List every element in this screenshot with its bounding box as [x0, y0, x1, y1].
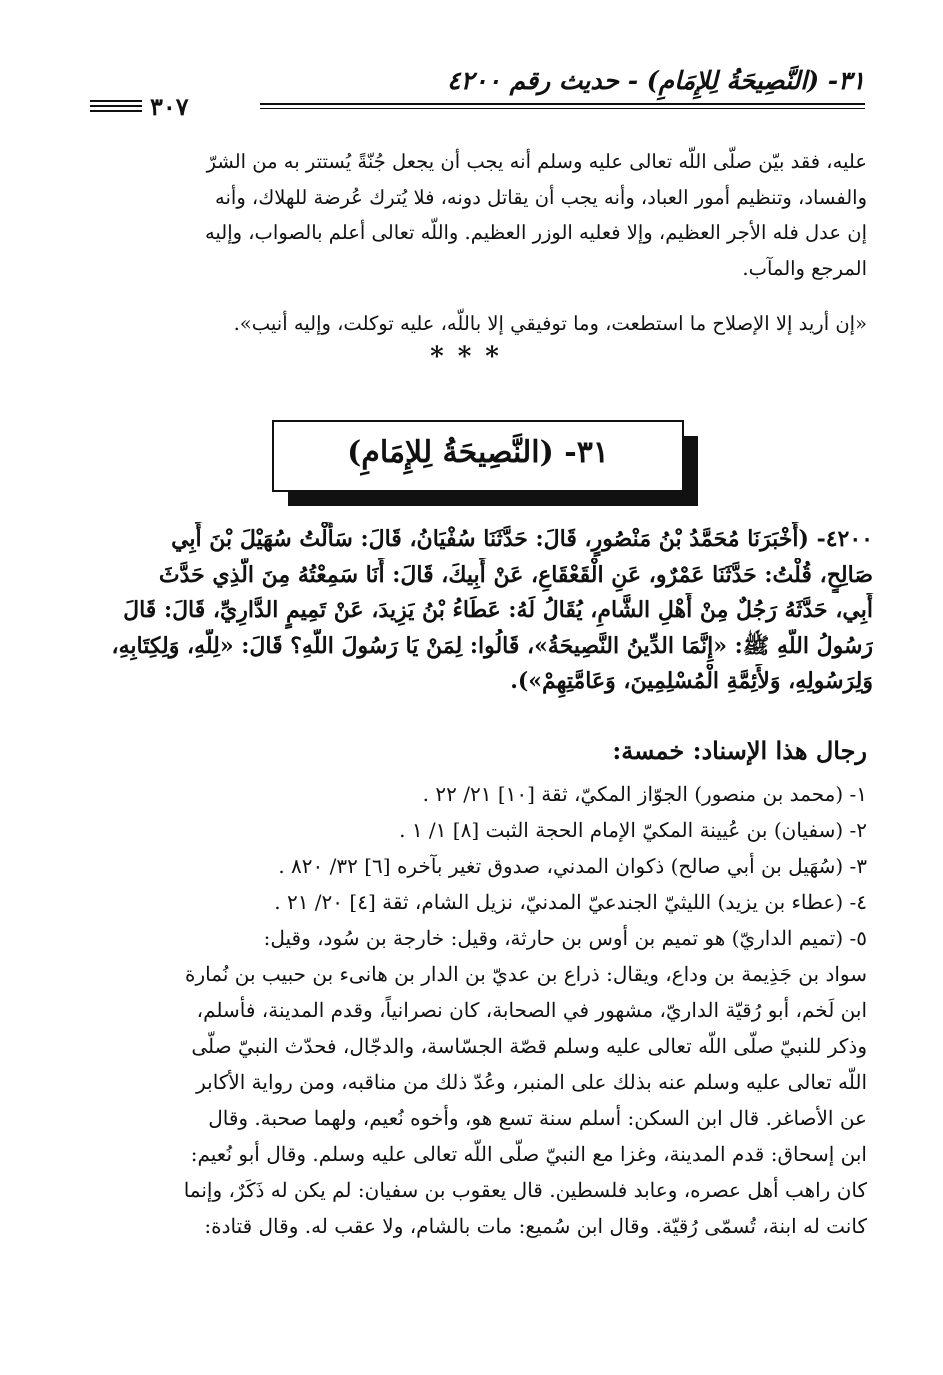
- page-number: ٣٠٧: [150, 92, 189, 121]
- closing-quote: [94, 306, 867, 342]
- narrator-line: ١- (محمد بن منصور) الجوّاز المكيّ، ثقة [١٠] ٢١/ ٢٢ .: [422, 782, 867, 806]
- intro-line: عليه، فقد بيّن صلّى اللّه تعالى عليه وسلم أنه يجب أن يجعل جُنّةً يُستتر به من الشرّ: [206, 150, 867, 173]
- hadith-line: رَسُولُ اللَّهِ ﷺ: «إِنَّمَا الدِّينُ النَّصِيحَةُ»، قَالُوا: لِمَنْ يَا رَسُولَ اللَّهِ؟ قَالَ: «لِلَّهِ، وَلِكِتَابِهِ،: [111, 632, 873, 659]
- intro-line: المرجع والمآب.: [742, 256, 867, 280]
- chapter-title-box: [272, 420, 684, 492]
- running-header: [90, 66, 865, 121]
- narrator-line: وذكر للنبيّ صلّى اللّه تعالى عليه وسلم قصّة الجسّاسة، والدجّال، فحدّث النبيّ صلّى: [191, 1034, 867, 1058]
- narrator-line: ٢- (سفيان) بن عُيينة المكيّ الإمام الحجة الثبت [٨] ١/ ١ .: [399, 818, 867, 842]
- intro-line: إن عدل فله الأجر العظيم، وإلا فعليه الوزر العظيم. واللّه تعالى أعلم بالصواب، وإليه: [204, 221, 867, 245]
- quote-line: «إن أريد إلا الإصلاح ما استطعت، وما توفيقي إلا باللّه، عليه توكلت، وإليه أنيب».: [233, 312, 867, 335]
- narrator-line: ٣- (سُهَيل بن أبي صالح) ذكوان المدني، صدوق تغير بآخره [٦] ٣٢/ ٨٢٠ .: [278, 854, 867, 878]
- hadith-line: صَالِحٍ، قُلْتُ: حَدَّثَنَا عَمْرٌو، عَنِ الْقَعْقَاعِ، عَنْ أَبِيكَ، قَالَ: أَنَا سَمِعْتُهُ مِنَ الَّذِي حَدَّثَ: [158, 561, 873, 588]
- intro-line: والفساد، وتنظيم أمور العباد، وأنه يجب أن يقاتل دونه، فلا يُترك عُرضة للهلاك، وأنه: [215, 185, 867, 209]
- hadith-line: أَبِي، حَدَّثَهُ رَجُلٌ مِنْ أَهْلِ الشَّامِ، يُقَالُ لَهُ: عَطَاءُ بْنُ يَزِيدَ، عَنْ تَمِيمٍ الدَّارِيِّ، قَالَ: قَالَ: [123, 597, 873, 623]
- chapter-title: ٣١- (النَّصِيحَةُ لِلإِمَامِ): [347, 435, 609, 470]
- intro-paragraph: [94, 144, 867, 286]
- narrator-line: ابن إسحاق: قدم المدينة، وغزا مع النبيّ صلّى اللّه تعالى عليه وسلم. وقال أبو نُعيم:: [190, 1142, 867, 1166]
- narrator-line: ٤- (عطاء بن يزيد) الليثيّ الجندعيّ المدنيّ، نزيل الشام، ثقة [٤] ٢٠/ ٢١ .: [274, 890, 867, 914]
- narrators-list: [94, 776, 867, 1244]
- hadith-line: ٤٢٠٠- (أَخْبَرَنَا مُحَمَّدُ بْنُ مَنْصُورٍ، قَالَ: حَدَّثَنَا سُفْيَانُ، قَالَ: سَأَلْتُ سُهَيْلَ بْنَ أَبِي: [171, 526, 873, 552]
- narrator-line: ابن لَخم، أبو رُقيّة الداريّ، مشهور في الصحابة، كان نصرانياً، وقدم المدينة، فأسلم،: [196, 998, 867, 1022]
- page-number-ornament: [90, 100, 142, 115]
- section-separator: ***: [430, 342, 513, 372]
- hadith-line: وَلِرَسُولِهِ، وَلأَئِمَّةِ الْمُسْلِمِينَ، وَعَامَّتِهِمْ»).: [510, 668, 873, 694]
- narrator-line: كانت له ابنة، تُسمّى رُقيّة. وقال ابن سُميع: مات بالشام، ولا عقب له. وقال قتادة:: [204, 1214, 867, 1238]
- narrators-heading: رجال هذا الإسناد: خمسة:: [612, 736, 867, 765]
- header-title: ٣١- (النَّصِيحَةُ لِلإِمَامِ) - حديث رقم ٤٢٠٠: [447, 66, 865, 95]
- narrator-line: سواد بن جَذِيمة بن وداع، ويقال: ذراع بن عديّ بن الدار بن هانىء بن حبيب بن نُمارة: [185, 962, 867, 986]
- narrator-line: اللّه تعالى عليه وسلم عنه بذلك على المنبر، وعُدّ ذلك من مناقبه، ومن رواية الأكابر: [196, 1070, 867, 1094]
- page-number-block: [90, 94, 260, 120]
- narrator-line: عن الأصاغر. قال ابن السكن: أسلم سنة تسع هو، وأخوه نُعيم، ولهما صحبة. وقال: [208, 1106, 867, 1130]
- narrator-line: ٥- (تميم الداريّ) هو تميم بن أوس بن حارثة، وقيل: خارجة بن سُود، وقيل:: [263, 926, 867, 950]
- narrator-line: كان راهب أهل عصره، وعابد فلسطين. قال يعقوب بن سفيان: لم يكن له ذَكَرٌ، وإنما: [183, 1178, 867, 1202]
- hadith-text: [84, 522, 873, 700]
